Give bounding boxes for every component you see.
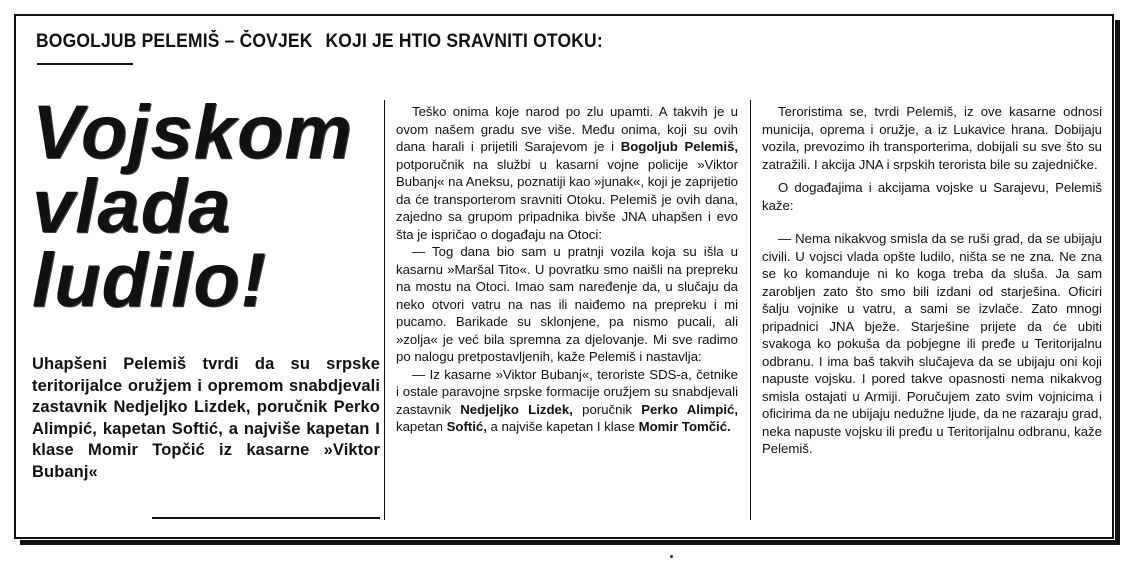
lede-rule	[152, 517, 380, 519]
paragraph: O događajima i akcijama vojske u Sarajevu, Pelemiš kaže:	[762, 180, 1102, 213]
print-speck	[670, 555, 673, 558]
body-column-2	[396, 103, 738, 436]
kicker-left: BOGOLJUB PELEMIŠ – ČOVJEK	[36, 31, 313, 52]
headline-line-3: ludilo!	[32, 238, 267, 323]
headline	[32, 90, 353, 323]
paragraph: Teško onima koje narod po zlu upamti. A takvih je u ovom našem gradu sve više. Među onima, koji su ovih dana harali i prijetili Sarajevom je i Bogoljub Pelemiš, potporučnik na službi u kasarni vojne policije »Viktor Bubanj« na Aneksu, poznatiji kao »junak«, koji je zaprijetio da će transporterom sravniti Otoku. Pelemiš je ovih dana, zajedno sa grupom pripadnika bivše JNA uhapšen i evo šta je ispričao o događaju na Otoci:	[396, 104, 738, 242]
paragraph: — Iz kasarne »Viktor Bubanj«, teroriste SDS-a, četnike i ostale paravojne srpske formacije oružjem su snabdjevali zastavnik Nedjeljko Lizdek, poručnik Perko Alimpić, kapetan Softić, a najviše kapetan I klase Momir Tomčić.	[396, 366, 738, 434]
paragraph: — Tog dana bio sam u pratnji vozila koja su išla u kasarnu »Maršal Tito«. U povratku smo naišli na prepreku na mostu na Otoci. Imao sam naređenje da, u slučaju da neko otvori vatru na nas ili naiđemo na prepreku i mi pucamo. Barikade su sklonjene, pa nismo pucali, ali »zolja« je već bila spremna za djelovanje. Mi sve radimo po nalogu pretpostavljenih, kaže Pelemiš i nastavlja:	[396, 244, 738, 364]
column-divider-2	[750, 100, 751, 520]
kicker	[36, 31, 603, 53]
kicker-right: KOJI JE HTIO SRAVNITI OTOKU:	[325, 31, 603, 52]
headline-line-2: vlada	[32, 164, 232, 249]
paragraph: — Nema nikakvog smisla da se ruši grad, da se ubijaju civili. U vojsci vlada opšte ludilo, ništa se ne zna. Ne zna se ko komanduje ni ko koga treba da sluša. Ja sam zarobljen zato što smo bili izdani od starješina. Oficiri šalju vojnike u vatru, a sami se izvlače. Zato mnogi pripadnici JNA bježe. Starješine prijete da će ubiti svakoga ko pokuša da pobjegne ili pređe u Teritorijalnu odbranu. I ima baš takvih slučajeva da se ubijaju oni koji napuste vojsku. I pored takve opasnosti nema nikakvog smisla ostajati u Armiji. Poručujem zato svim vojnicima i oficirima da ne ubijaju nedužne ljude, da ne razaraju grad, neka napuste vojsku ili pređu u Teritorijalnu odbranu, kaže Pelemiš.	[762, 231, 1102, 456]
paragraph: Teroristima se, tvrdi Pelemiš, iz ove kasarne odnosi municija, oprema i oružje, a iz Lukavice hrana. Dobijaju vozila, prevozimo ih transporterima, dobijali su sve što su zatražili. I akcija JNA i srpskih terorista bile su zajedničke.	[762, 104, 1102, 172]
kicker-rule	[37, 63, 133, 65]
lede: Uhapšeni Pelemiš tvrdi da su srpske teritorijalce oružjem i opremom snabdjevali zastavnik Nedjeljko Lizdek, poručnik Perko Alimpić, kapetan Softić, a najviše kapetan I klase Momir Topčić iz kasarne »Viktor Bubanj«	[32, 355, 380, 481]
headline-line-1: Vojskom	[32, 90, 353, 175]
body-column-3	[762, 103, 1102, 458]
column-divider-1	[384, 100, 385, 520]
